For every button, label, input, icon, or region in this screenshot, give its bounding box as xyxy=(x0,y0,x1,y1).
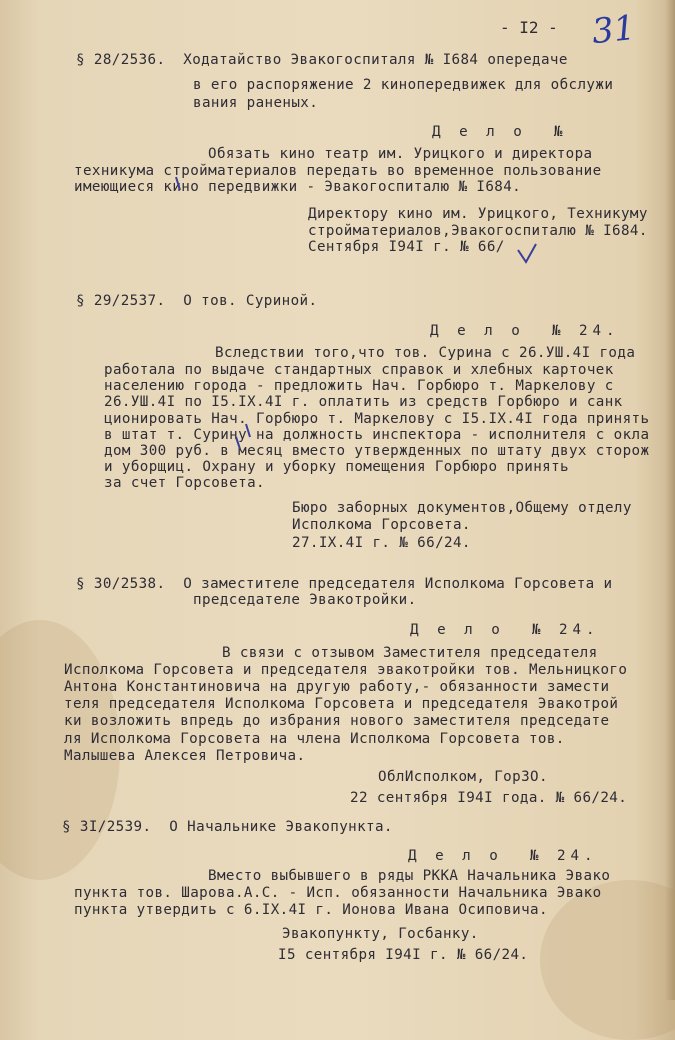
pen-mark xyxy=(176,177,180,190)
text-line: в его распоряжение 2 кинопередвижек для обслужи xyxy=(193,77,614,93)
date-line: 27.IX.4I г. № 66/24. xyxy=(292,535,471,551)
archive-folio-number: 31 xyxy=(590,7,638,53)
text-line: 26.УШ.4I по I5.IX.4I г. оплатить из средств Горбюро и санк xyxy=(104,394,623,410)
text-line: В связи с отзывом Заместителя председателя xyxy=(222,645,598,661)
text-line: работала по выдаче стандартных справок и хлебных карточек xyxy=(104,362,614,378)
case-heading: Д е л о № 24. xyxy=(430,323,620,339)
page-number: - I2 - xyxy=(500,18,558,37)
text-line: пункта утвердить с 6.IX.4I г. Ионова Ивана Осиповича. xyxy=(74,902,548,918)
section-heading: § 30/2538. О заместителе председателя Исполкома Горсовета и xyxy=(76,576,613,592)
text-line: и уборщиц. Охрану и уборку помещения Горбюро принять xyxy=(104,459,569,475)
addressee-line: стройматериалов,Эвакогоспиталю № I684. xyxy=(308,223,648,239)
case-heading: Д е л о № 24. xyxy=(408,848,598,864)
text-line: Малышева Алексея Петровича. xyxy=(64,748,306,764)
text-line: теля председателя Исполкома Горсовета и председателя Эвакотрой xyxy=(64,696,619,712)
text-line: имеющиеся кино передвижки - Эвакогоспиталю № I684. xyxy=(74,179,522,195)
text-line: в штат т. Сурину на должность инспектора - исполнителя с окла xyxy=(104,427,650,443)
text-line: Вместо выбывшего в ряды РККА Начальника Эвако xyxy=(208,868,611,884)
section-heading: § 29/2537. О тов. Суриной. xyxy=(76,293,318,309)
addressee-line: Исполкома Горсовета. xyxy=(292,517,471,533)
addressee-line: Директору кино им. Урицкого, Техникуму xyxy=(308,206,648,222)
text-line: ционировать Нач. Горбюро т. Маркелову с I5.IX.4I года принять xyxy=(104,411,650,427)
text-line: вания раненых. xyxy=(193,95,319,111)
text-line: техникума стройматериалов передать во временное пользование xyxy=(74,163,602,179)
text-line: председателе Эвакотройки. xyxy=(193,592,417,608)
text-line: населению города - предложить Нач. Горбюро т. Маркелову с xyxy=(104,378,614,394)
text-line: Антона Константиновича на другую работу,- обязанности замести xyxy=(64,679,610,695)
text-line: ки возложить впредь до избрания нового заместителя председате xyxy=(64,713,610,729)
addressee-line: ОблИсполком, ГорЗО. xyxy=(378,769,548,785)
date-line: I5 сентября I94I г. № 66/24. xyxy=(278,947,529,963)
date-line: Сентября I94I г. № 66/ xyxy=(308,239,505,255)
section-heading: § 28/2536. Ходатайство Эвакогоспиталя № I684 опередаче xyxy=(76,52,568,68)
text-line: Вследствии того,что тов. Сурина с 26.УШ.4I года xyxy=(215,345,636,361)
text-line: пункта тов. Шарова.А.С. - Исп. обязанности Начальника Эвако xyxy=(74,885,602,901)
case-heading: Д е л о № xyxy=(432,124,568,140)
text-line: Обязать кино театр им. Урицкого и директора xyxy=(208,146,593,162)
text-line: за счет Горсовета. xyxy=(104,475,265,491)
pen-mark xyxy=(518,244,536,262)
text-line: дом 300 руб. в месяц вместо утвержденных по штату двух сторож xyxy=(104,443,650,459)
section-heading: § 3I/2539. О Начальнике Эвакопункта. xyxy=(62,819,393,835)
pen-mark xyxy=(236,437,240,449)
addressee-line: Эвакопункту, Госбанку. xyxy=(282,926,479,942)
text-line: Исполкома Горсовета и председателя эвакотройки тов. Мельницкого xyxy=(64,662,628,678)
addressee-line: Бюро заборных документов,Общему отделу xyxy=(292,500,632,516)
text-line: ля Исполкома Горсовета на члена Исполкома Горсовета тов. xyxy=(64,731,565,747)
pen-mark xyxy=(246,424,250,437)
date-line: 22 сентября I94I года. № 66/24. xyxy=(350,790,628,806)
case-heading: Д е л о № 24. xyxy=(410,622,600,638)
